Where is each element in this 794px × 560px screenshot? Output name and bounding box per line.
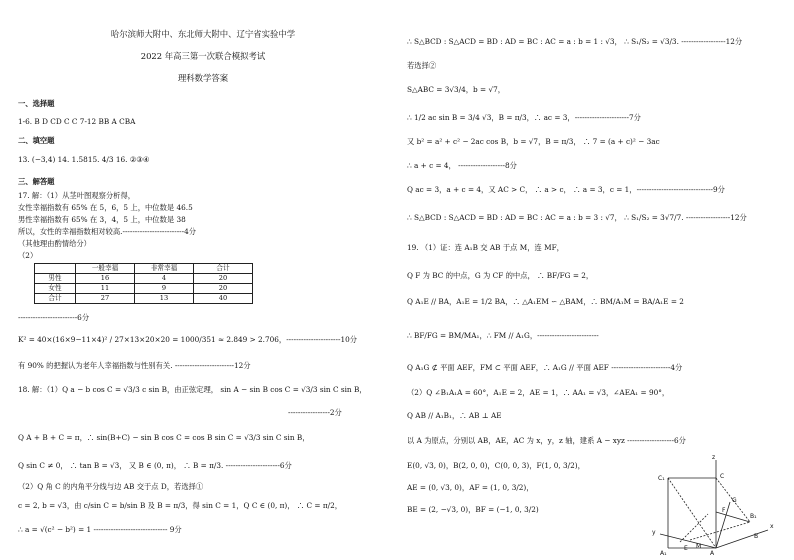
figure-label-b1: B₁ [750, 513, 757, 520]
table-row [35, 284, 253, 294]
r-line-10: Q F 为 BC 的中点，G 为 CF 的中点， ∴ BF/FG = 2， [407, 271, 594, 280]
table-cell: 9 [135, 284, 194, 294]
q18-line-3: Q sin C ≠ 0， ∴ tan B = √3， 又 B ∈ (0, π)， ∴ B = π/3. ----------------------6分 [18, 461, 292, 470]
figure-label-c1: C₁ [658, 475, 665, 482]
header-exam: 2022 年高三第一次联合模拟考试 [140, 51, 266, 61]
r-line-1: ∴ S△BCD : S△ACD = BD : AD = BC : AC = a : b = 1 : √3， ∴ S₁/S₂ = √3/3. ------------------12分 [407, 37, 743, 46]
q17-line-6: （2） [18, 251, 38, 260]
table-cell: 13 [135, 294, 194, 304]
q18-line-6: ∴ a = √(c² − b²) = 1 ------------------------------ 9分 [18, 525, 182, 534]
header-schools: 哈尔滨师大附中、东北师大附中、辽宁省实验中学 [110, 29, 296, 39]
r-line-15: Q AB // A₁B₁，∴ AB ⊥ AE [407, 411, 502, 420]
figure-label-f: F [722, 507, 726, 514]
r-line-7: Q ac = 3，a + c = 4，又 AC > C， ∴ a > c， ∴ a = 3，c = 1，-------------------------------9分 [407, 185, 725, 194]
r-line-3: S△ABC = 3√3/4，b = √7， [407, 85, 506, 94]
table-cell: 合计 [194, 264, 253, 274]
q17-line-5: （其他理由酌情给分） [18, 239, 91, 248]
q18-line-1: 18. 解：（1）Q a − b cos C = √3/3 c sin B，由正弦定理， sin A − sin B cos C = √3/3 sin C sin B， [18, 385, 367, 394]
table-cell: 20 [194, 284, 253, 294]
table-cell: 27 [76, 294, 135, 304]
r-line-6: ∴ a + c = 4， -------------------8分 [407, 161, 517, 170]
table-cell [35, 264, 76, 274]
q17-conclusion: 有 90% 的把握认为老年人幸福指数与性别有关. ------------------------12分 [18, 361, 251, 370]
header-subject: 理科数学答案 [177, 73, 229, 83]
figure-label-b: B [754, 533, 759, 540]
r-line-4: ∴ 1/2 ac sin B = 3/4 √3，B = π/3，∴ ac = 3，----------------------7分 [407, 113, 641, 122]
figure-label-c: C [720, 473, 725, 480]
table-cell: 一般幸福 [76, 264, 135, 274]
section-fill-heading: 二、填空题 [18, 136, 55, 145]
q17-line-4: 所以，女性的幸福指数相对较高.-------------------------4分 [18, 227, 197, 236]
fill-answers: 13. (−3,4) 14. 1.5815. 4/3 16. ②③④ [18, 155, 150, 164]
table-row [35, 274, 253, 284]
table-cell: 女性 [35, 284, 76, 294]
choice-answers: 1-6. B D CD C C 7-12 BB A CBA [18, 117, 136, 126]
r-line-14: （2）Q ∠B₁A₁A = 60°，A₁E = 2，AE = 1，∴ AA₁ = √3，∠AEA₁ = 90°， [407, 388, 670, 397]
r-line-11: Q A₁E // BA，A₁E = 1/2 BA，∴ △A₁EM ∽ △BAM，∴ BM/A₁M = BA/A₁E = 2 [407, 297, 684, 306]
r-line-19: BE = (2, −√3, 0)，BF = (−1, 0, 3/2) [407, 505, 539, 514]
table-cell: 20 [194, 274, 253, 284]
q17-line-2: 女性幸福指数有 65% 在 5，6，5 上，中位数是 46.5 [18, 203, 193, 212]
q18-score-2: -----------------2分 [288, 408, 342, 417]
table-cell: 40 [194, 294, 253, 304]
contingency-table [34, 263, 253, 304]
r-line-2: 若选择② [407, 61, 437, 70]
q18-line-5: c = 2, b = √3，由 c/sin C = b/sin B 及 B = π/3，得 sin C = 1，Q C ∈ (0, π)， ∴ C = π/2， [18, 501, 343, 510]
table-cell: 合计 [35, 294, 76, 304]
q17-chi-square: K² = 40×(16×9−11×4)² / 27×13×20×20 = 1000/351 ≈ 2.849 > 2.706，----------------------10分 [18, 335, 358, 344]
figure-label-a: A [710, 550, 715, 556]
table-cell: 16 [76, 274, 135, 284]
q18-line-2: Q A + B + C = π，∴ sin(B+C) − sin B cos C = cos B sin C = √3/3 sin C sin B， [18, 433, 310, 442]
prism-figure [650, 452, 780, 556]
figure-label-z: z [712, 454, 716, 461]
table-cell: 非常幸福 [135, 264, 194, 274]
q17-line-1: 17. 解：（1）从茎叶图观察分析得， [18, 191, 136, 200]
section-choice-heading: 一、选择题 [18, 99, 55, 108]
r-line-5: 又 b² = a² + c² − 2ac cos B，b = √7，B = π/3， ∴ 7 = (a + c)² − 3ac [407, 137, 660, 146]
r-line-12: ∴ BF/FG = BM/MA₁，∴ FM // A₁G，------------------------- [407, 331, 599, 340]
r-line-17: E(0, √3, 0)，B(2, 0, 0)，C(0, 0, 3)，F(1, 0, 3/2)， [407, 461, 585, 470]
table-header-row [35, 264, 253, 274]
r-line-9: 19. （1）证：连 A₁B 交 AB 于点 M，连 MF， [407, 243, 564, 252]
figure-label-m: M [696, 543, 702, 550]
q17-score-6: ------------------------6分 [18, 313, 90, 322]
table-cell: 男性 [35, 274, 76, 284]
r-line-13: Q A₁G ⊄ 平面 AEF，FM ⊂ 平面 AEF，∴ A₁G // 平面 AEF ------------------------4分 [407, 363, 683, 372]
figure-label-a1: A₁ [660, 550, 667, 556]
r-line-18: AE = (0, √3, 0)，AF = (1, 0, 3/2)， [407, 483, 534, 492]
section-solution-heading: 三、解答题 [18, 177, 55, 186]
r-line-8: ∴ S△BCD : S△ACD = BD : AD = BC : AC = a : b = 3 : √7， ∴ S₁/S₂ = 3√7/7. ------------------12分 [407, 213, 747, 222]
r-line-16: 以 A 为原点，分别以 AB，AE，AC 为 x，y，z 轴，建系 A − xyz -------------------6分 [407, 436, 686, 445]
figure-label-y: y [652, 529, 656, 536]
figure-label-x: x [770, 523, 774, 530]
table-cell: 4 [135, 274, 194, 284]
figure-label-e: E [684, 545, 688, 552]
table-cell: 11 [76, 284, 135, 294]
q17-line-3: 男性幸福指数有 65% 在 3，4，5 上，中位数是 38 [18, 215, 186, 224]
figure-label-g: G [732, 497, 737, 504]
q18-line-4: （2）Q 角 C 的内角平分线与边 AB 交于点 D，若选择① [18, 482, 204, 491]
table-row [35, 294, 253, 304]
